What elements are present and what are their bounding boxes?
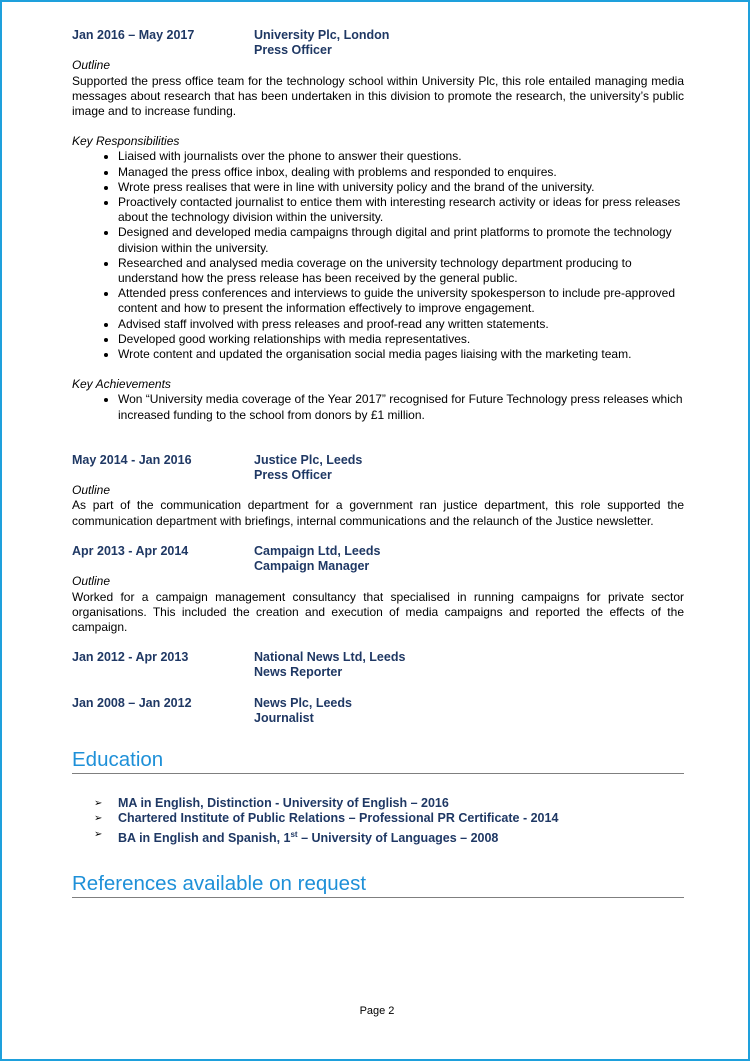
references-heading: References available on request [72,872,684,898]
outline-label: Outline [72,574,111,589]
list-item: • Advised staff involved with press releases and proof-read any written statements. [118,317,684,332]
job-entry [72,696,684,726]
list-item: • Wrote press realises that were in line with university policy and the brand of the university. [118,180,684,195]
list-item: • Designed and developed media campaigns through digital and print platforms to promote the technology division within the university. [118,225,684,255]
job-employer: Justice Plc, Leeds [254,452,363,467]
responsibilities-label: Key Responsibilities [72,134,180,149]
job-dates: May 2014 - Jan 2016 [72,452,192,467]
job-dates: Jan 2012 - Apr 2013 [72,650,189,665]
job-entry [72,28,684,423]
job-outline: As part of the communication department for a government ran justice department, this role supported the communication department with briefings, internal communications and the relaunch of the Justice newsletter. [72,498,684,528]
education-item-text: BA in English and Spanish, 1 [118,831,291,846]
job-employer: National News Ltd, Leeds [254,650,406,665]
list-item: • Wrote content and updated the organisation social media pages liaising with the marketing team. [118,347,684,362]
list-item: • Liaised with journalists over the phone to answer their questions. [118,149,684,164]
job-employer: Campaign Ltd, Leeds [254,543,381,558]
job-employer: University Plc, London [254,28,390,42]
job-header [72,28,684,58]
list-item: • Proactively contacted journalist to entice them with interesting research activity or ideas for press releases about the technology division within the university. [118,195,684,225]
job-header [72,453,684,483]
job-outline: Supported the press office team for the technology school within University Plc, this role entailed managing media messages about research that has been undertaken in this division to promote the research, the university’s public image and to increase funding. [72,73,684,119]
list-item: • Managed the press office inbox, dealing with problems and responded to enquires. [118,165,684,180]
job-header [72,544,684,574]
outline-label: Outline [72,483,111,498]
job-employer: News Plc, Leeds [254,695,352,710]
arrow-bullet-icon: ➢ [94,813,103,825]
job-title: Press Officer [254,43,332,58]
arrow-bullet-icon: ➢ [94,828,103,840]
outline-label: Outline [72,58,111,73]
job-title: Press Officer [254,468,332,483]
education-item-text-rest: – University of Languages – 2008 [297,831,499,846]
list-item: • Researched and analysed media coverage on the university technology department producing to understand how the press release has been received by the general public. [118,256,684,286]
job-header [72,696,684,726]
job-dates: Jan 2016 – May 2017 [72,28,195,42]
achievements-label: Key Achievements [72,377,171,392]
page-number: Page 2 [359,1005,395,1017]
education-list [72,796,684,847]
education-item [94,811,684,827]
ordinal-suffix: st [290,829,298,839]
achievements-list [72,392,684,422]
job-title: News Reporter [254,665,343,680]
job-dates: Jan 2008 – Jan 2012 [72,695,192,710]
job-header [72,650,684,680]
job-entry [72,453,684,529]
job-entry [72,650,684,680]
education-item [94,827,684,847]
responsibilities-list [72,149,684,362]
education-heading: Education [72,748,684,774]
education-item [94,796,684,812]
job-entry [72,544,684,635]
job-title: Campaign Manager [254,559,370,574]
education-item-text: MA in English, Distinction - University of English – 2016 [118,795,449,810]
page-content [72,28,684,898]
education-item-text: Chartered Institute of Public Relations – Professional PR Certificate - 2014 [118,811,559,826]
list-item: • Attended press conferences and interviews to guide the university spokesperson to include pre-approved content and how to present the information effectively to improve engagement. [118,286,684,316]
list-item: • Won “University media coverage of the Year 2017” recognised for Future Technology press releases which increased funding to the school from donors by £1 million. [118,392,684,422]
job-dates: Apr 2013 - Apr 2014 [72,543,189,558]
arrow-bullet-icon: ➢ [94,797,103,809]
list-item: • Developed good working relationships with media representatives. [118,332,684,347]
job-outline: Worked for a campaign management consultancy that specialised in running campaigns for private sector organisations. This included the creation and execution of media campaigns and reported the effects of the campaign. [72,589,684,634]
job-title: Journalist [254,710,314,725]
